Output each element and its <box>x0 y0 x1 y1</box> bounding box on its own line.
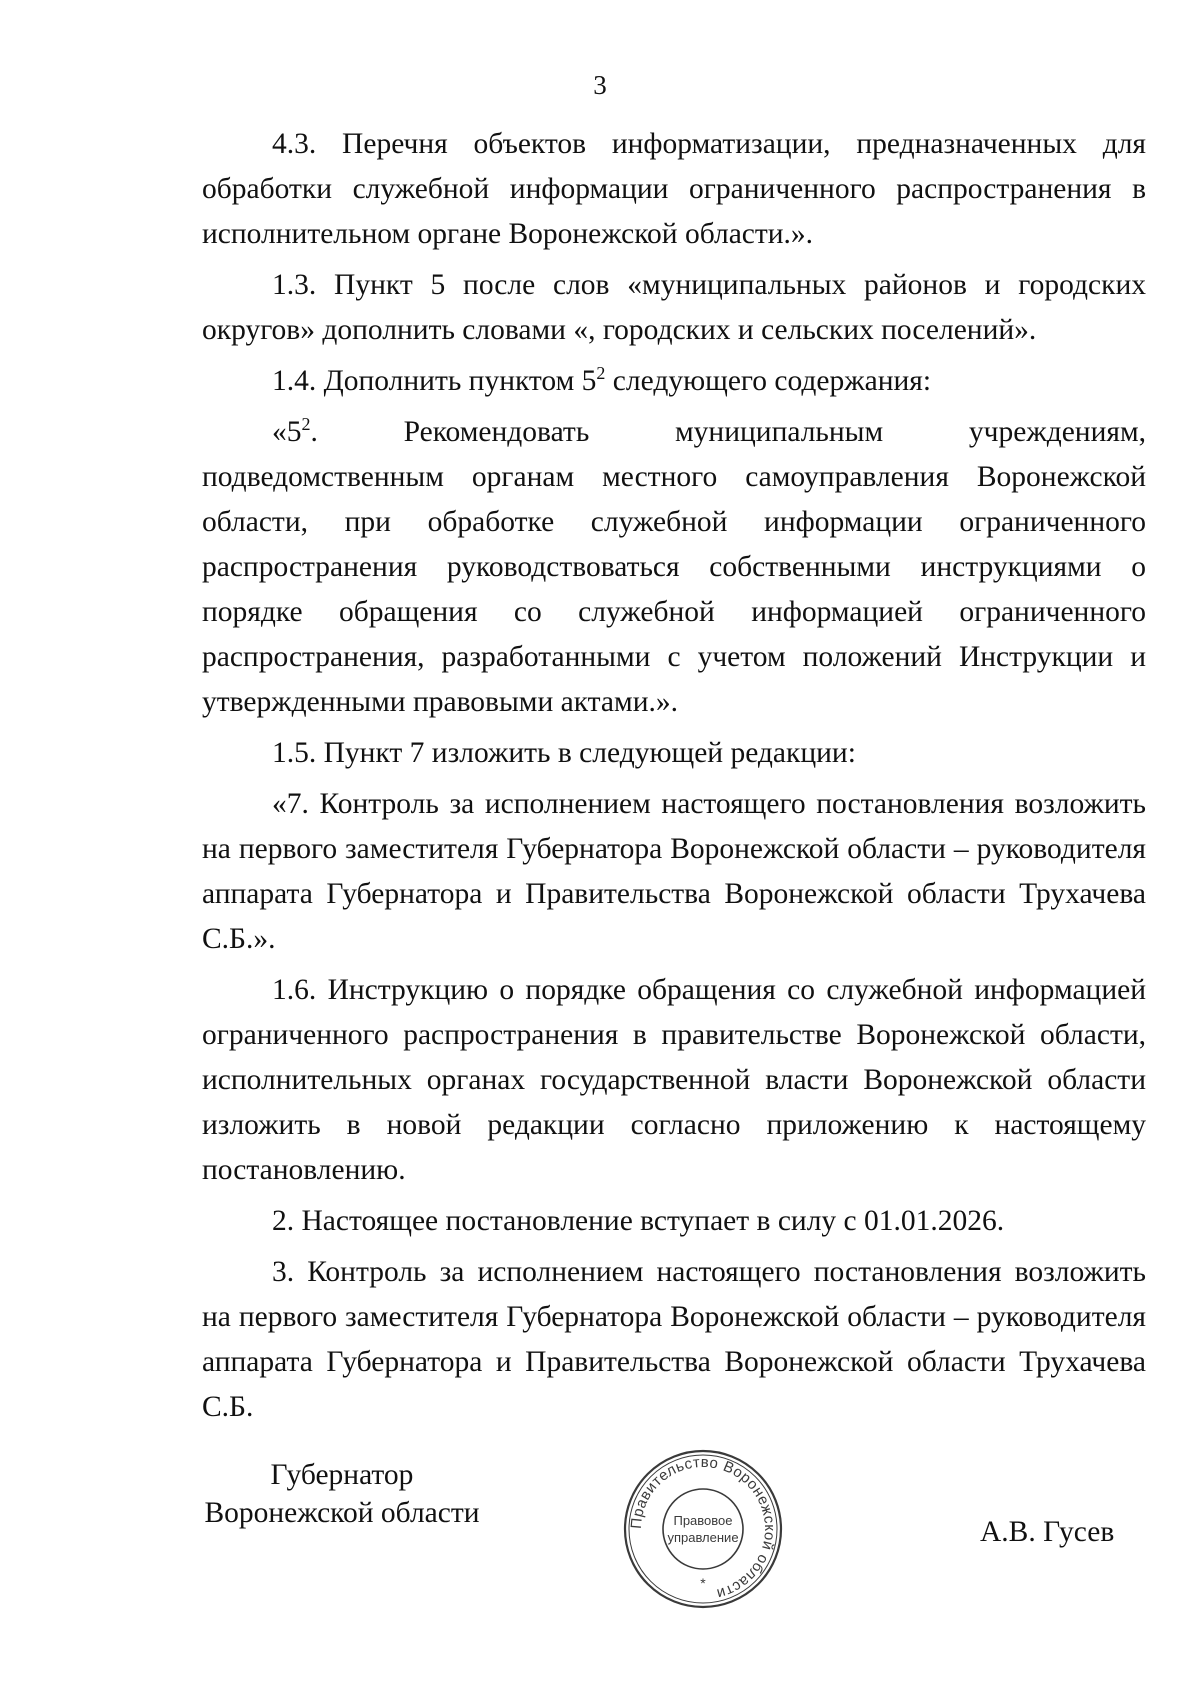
signature-block <box>0 1448 1200 1648</box>
page-number: 3 <box>593 70 607 100</box>
paragraph-1-4: 1.4. Дополнить пунктом $5^2$ следующего содержания: <box>272 363 932 397</box>
paragraph-1-6: 1.6. Инструкцию о порядке обращения со служебной информацией ограниченного распространения в правительстве Воронежской области, исполнительных органах государственной власти Воронежской области изложить в новой редакции согласно приложению к настоящему постановлению. <box>202 974 1146 1186</box>
signatory-name: А.В. Гусев <box>980 1516 1115 1548</box>
paragraph-3: 3. Контроль за исполнением настоящего постановления возложить на первого заместителя Губернатора Воронежской области – руководителя аппарата Губернатора и Правительства Воронежской области Трухачева С.Б. <box>202 1256 1146 1423</box>
paragraph-5-2-quote: «$5^2$. Рекомендовать муниципальным учреждениям, подведомственным органам местного самоуправления Воронежской области, при обработке служебной информации ограниченного распространения руководствоваться собственными инструкциями о порядке обращения со служебной информацией ограниченного распространения, разработанными с учетом положений Инструкции и утвержденными правовыми актами.». <box>202 414 1146 718</box>
stamp-inner-line1: Правовое <box>673 1513 733 1528</box>
paragraph-1-3: 1.3. Пункт 5 после слов «муниципальных районов и городских округов» дополнить словами «, городских и сельских поселений». <box>202 269 1146 346</box>
signatory-position <box>192 1456 492 1532</box>
paragraph-7-quote: «7. Контроль за исполнением настоящего постановления возложить на первого заместителя Губернатора Воронежской области – руководителя аппарата Губернатора и Правительства Воронежской области Трухачева С.Б.». <box>202 788 1146 955</box>
stamp-outer-text: Правительство Воронежской области <box>627 1453 779 1603</box>
document-body <box>202 122 1146 1436</box>
signatory-position-line2: Воронежской области <box>204 1497 480 1529</box>
paragraph-1-5: 1.5. Пункт 7 изложить в следующей редакции: <box>272 737 856 769</box>
paragraph-2: 2. Настоящее постановление вступает в силу с 01.01.2026. <box>272 1205 1005 1237</box>
official-stamp-icon <box>622 1448 784 1610</box>
stamp-inner-line2: управление <box>667 1530 739 1545</box>
stamp-star: * <box>700 1575 706 1591</box>
signatory-position-line1: Губернатор <box>270 1459 414 1491</box>
paragraph-4-3: 4.3. Перечня объектов информатизации, предназначенных для обработки служебной информации ограниченного распространения в исполнительном органе Воронежской области.». <box>202 128 1146 250</box>
